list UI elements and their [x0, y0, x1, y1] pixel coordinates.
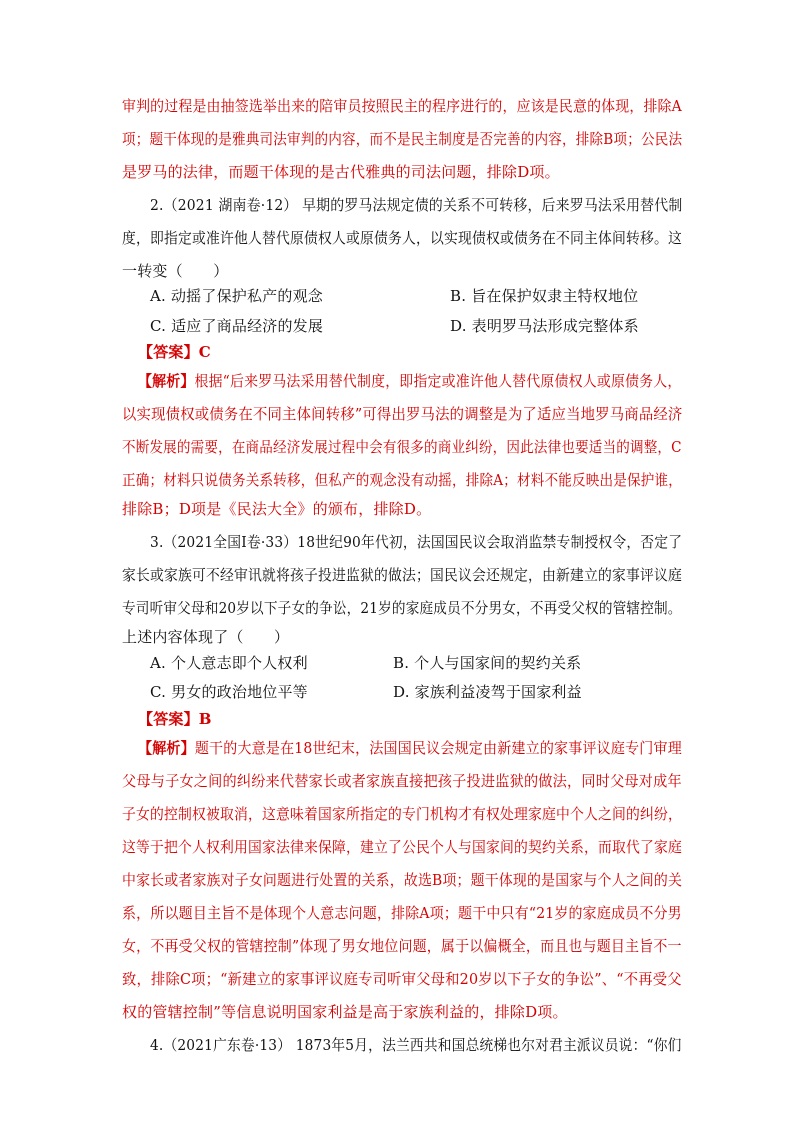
q3-option-a: A. 个人意志即个人权利 [150, 654, 308, 672]
q2-analysis-line: 正确；材料只说债务关系转移，但私产的观念没有动摇，排除A；材料不能反映出是保护谁， [122, 471, 683, 489]
q2-option-a: A. 动摇了保护私产的观念 [150, 287, 323, 305]
q2-stem-line: 度，即指定或准许他人替代原债权人或原债务人，以实现债权或债务在不同主体间转移。这 [122, 229, 683, 247]
q3-answer: 【答案】B [138, 710, 212, 728]
q2-analysis-tag: 【解析】 [138, 372, 195, 390]
q3-analysis-line: 权的管辖控制”等信息说明国家利益是高于家族利益的，排除D项。 [122, 1003, 568, 1021]
q2-answer: 【答案】C [138, 343, 211, 361]
q3-option-b: B. 个人与国家间的契约关系 [393, 654, 582, 672]
q3-analysis-tag: 【解析】 [138, 739, 195, 757]
q3-stem-line: 上述内容体现了（ ） [122, 628, 290, 646]
q2-stem-line: 2.（2021 湖南卷·12） 早期的罗马法规定债的关系不可转移，后来罗马法采用替代制 [150, 196, 683, 214]
q3-analysis-line: 女，不再受父权的管辖控制”体现了男女地位问题，属于以偏概全，而且也与题目主旨不一 [122, 937, 682, 955]
q2-analysis-first-line [138, 371, 682, 391]
q2-analysis-line: 以实现债权或债务在不同主体间转移”可得出罗马法的调整是为了适应当地罗马商品经济 [122, 405, 683, 423]
q2-option-b: B. 旨在保护奴隶主特权地位 [450, 287, 639, 305]
q2-option-c: C. 适应了商品经济的发展 [150, 317, 324, 335]
q3-stem-line: 3.（2021全国Ⅰ卷·33）18世纪90年代初，法国国民议会取消监禁专制授权令，否定了 [150, 533, 683, 551]
q4-stem-line: 4.（2021广东卷·13） 1873年5月，法兰西共和国总统梯也尔对君主派议员说：“你们 [150, 1036, 682, 1054]
q2-analysis-line: 排除B；D项是《民法大全》的颁布，排除D。 [122, 500, 432, 518]
q3-stem-line: 家长或家族可不经审讯就将孩子投进监狱的做法；国民议会还规定，由新建立的家事评议庭 [122, 566, 683, 584]
intro-analysis-line: 项；题干体现的是雅典司法审判的内容，而不是民主制度是否完善的内容，排除B项；公民法 [122, 130, 683, 148]
q3-analysis-line: 题干的大意是在18世纪末，法国国民议会规定由新建立的家事评议庭专门审理 [194, 739, 682, 757]
q3-analysis-first-line [138, 738, 682, 758]
q3-option-d: D. 家族利益凌驾于国家利益 [393, 683, 582, 701]
q2-analysis-line: 不断发展的需要，在商品经济发展过程中会有很多的商业纠纷，因此法律也要适当的调整，C [122, 438, 682, 456]
q3-analysis-line: 父母与子女之间的纠纷来代替家长或者家族直接把孩子投进监狱的做法，同时父母对成年 [122, 772, 682, 790]
q3-option-c: C. 男女的政治地位平等 [150, 683, 308, 701]
intro-analysis-line: 审判的过程是由抽签选举出来的陪审员按照民主的程序进行的，应该是民意的体现，排除A [122, 97, 682, 115]
q2-analysis-line: 根据“后来罗马法采用替代制度，即指定或准许他人替代原债权人或原债务人， [194, 372, 682, 390]
intro-analysis-line: 是罗马的法律，而题干体现的是古代雅典的司法问题，排除D项。 [122, 163, 560, 181]
q2-stem-line: 一转变（ ） [122, 262, 229, 280]
q2-option-d: D. 表明罗马法形成完整体系 [450, 317, 639, 335]
q3-analysis-line: 这等于把个人权利用国家法律来保障，建立了公民个人与国家间的契约关系，而取代了家庭 [122, 838, 683, 856]
q3-analysis-line: 子女的控制权被取消，这意味着国家所指定的专门机构才有权处理家庭中个人之间的纠纷， [122, 805, 683, 823]
q3-analysis-line: 致，排除C项；“新建立的家事评议庭专司听审父母和20岁以下子女的争讼”、“不再受父 [122, 970, 682, 988]
q3-stem-line: 专司听审父母和20岁以下子女的争讼，21岁的家庭成员不分男女，不再受父权的管辖控制。 [122, 599, 682, 617]
q3-analysis-line: 系，所以题目主旨不是体现个人意志问题，排除A项；题干中只有“21岁的家庭成员不分男 [122, 904, 682, 922]
q3-analysis-line: 中家长或者家族对子女问题进行处置的关系，故选B项；题干体现的是国家与个人之间的关 [122, 871, 683, 889]
